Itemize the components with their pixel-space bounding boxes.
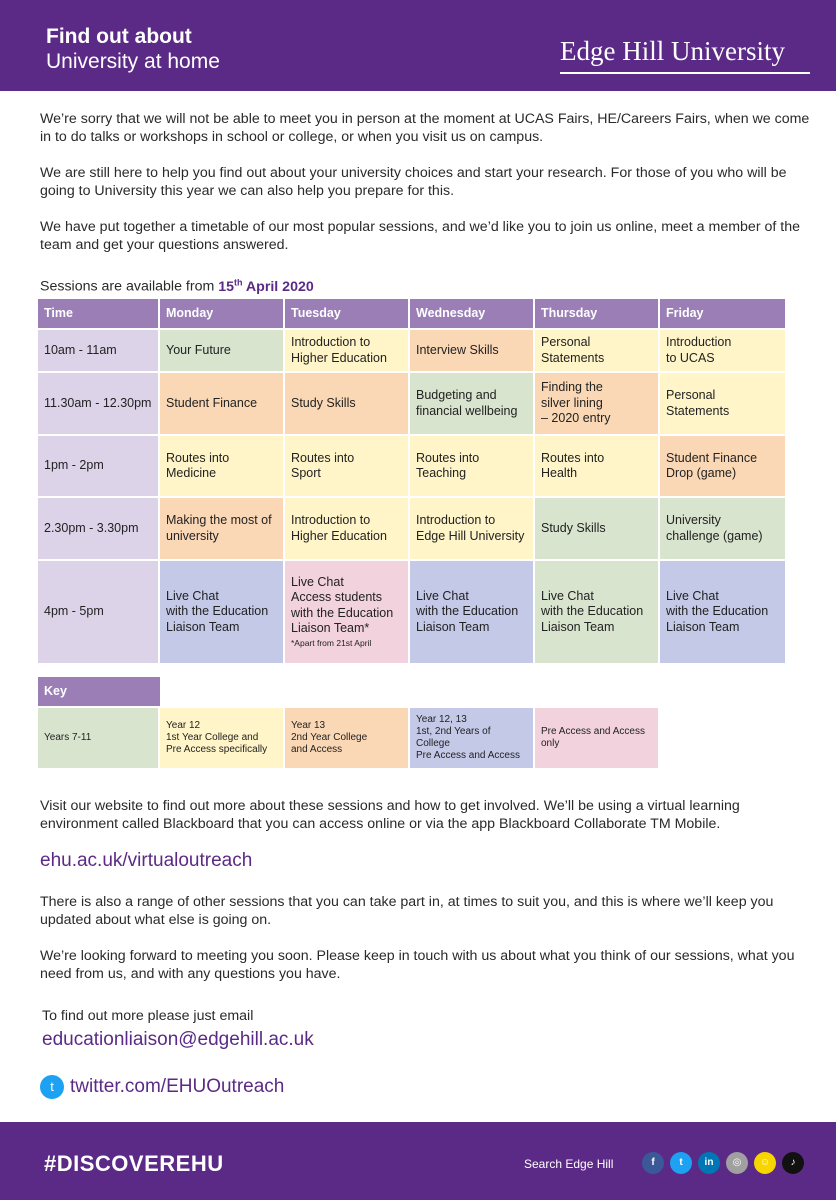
session-cell — [160, 436, 283, 496]
session-cell-text: Finding the silver lining – 2020 entry — [541, 380, 611, 426]
sessions-prefix: Sessions are available from — [40, 278, 219, 295]
session-note: *Apart from 21st April — [291, 637, 372, 648]
key-item-text: Year 13 2nd Year College and Access — [291, 720, 368, 755]
session-cell — [535, 561, 658, 663]
university-logo: Edge Hill University — [560, 36, 785, 66]
header-tuesday-text: Tuesday — [291, 305, 341, 320]
session-cell-text: Student Finance — [166, 395, 258, 410]
session-cell-text: Routes into Teaching — [416, 450, 480, 480]
email-prompt: To find out more please just email — [42, 1008, 254, 1024]
twitter-bird-icon: t — [40, 1075, 64, 1099]
email-link[interactable]: educationliaison@edgehill.ac.uk — [42, 1029, 314, 1050]
session-cell — [410, 498, 533, 559]
session-cell — [660, 330, 785, 371]
session-cell — [160, 330, 283, 371]
session-cell-text: Introduction to Higher Education — [291, 513, 387, 543]
header-time-text: Time — [44, 305, 73, 320]
outro-paragraph-3: We’re looking forward to meeting you soon. Please keep in touch with us about what you think of our sessions, what you need from us, and with any questions you have. — [40, 948, 795, 982]
session-cell-text: Introduction to UCAS — [666, 335, 732, 365]
session-cell — [160, 373, 283, 434]
session-cell-text: Introduction to Edge Hill University — [416, 513, 525, 543]
intro-paragraph-3: We have put together a timetable of our most popular sessions, and we’d like you to join us online, meet a member of the team and get your questions answered. — [40, 219, 800, 253]
session-cell-text: Study Skills — [541, 520, 606, 535]
outro-paragraph-1: Visit our website to find out more about these sessions and how to get involved. We’ll be using a virtual learning environment called Blackboard that you can access online or via the app Blackboard Collaborate TM Mobile. — [40, 798, 740, 832]
session-cell-text: Study Skills — [291, 395, 356, 410]
key-item-text: Pre Access and Access only — [541, 726, 645, 749]
time-slot — [38, 436, 158, 496]
key-title: Key — [38, 677, 160, 706]
header-title-line1: Find out about — [46, 25, 192, 48]
session-cell — [285, 561, 408, 663]
session-cell-text: Student Finance Drop (game) — [666, 450, 758, 480]
session-cell-text: Live Chat with the Education Liaison Team — [541, 588, 644, 634]
sessions-start-date — [40, 273, 810, 296]
facebook-icon[interactable]: f — [642, 1152, 664, 1174]
instagram-icon[interactable]: ◎ — [726, 1152, 748, 1174]
snapchat-icon[interactable]: ☺ — [754, 1152, 776, 1174]
session-cell — [285, 330, 408, 371]
session-cell — [285, 373, 408, 434]
session-cell-text: Personal Statements — [666, 388, 730, 418]
session-cell — [285, 436, 408, 496]
session-cell — [160, 561, 283, 663]
header-friday-text: Friday — [666, 305, 704, 320]
outro-paragraph-2: There is also a range of other sessions that you can take part in, at times to suit you, and this is where we’ll keep you updated about what else is going on. — [40, 894, 774, 928]
key-item — [410, 708, 533, 768]
time-slot — [38, 498, 158, 559]
session-cell — [535, 436, 658, 496]
footer-banner — [0, 1122, 836, 1200]
linkedin-icon[interactable]: in — [698, 1152, 720, 1174]
key-item — [38, 708, 158, 768]
website-link[interactable]: ehu.ac.uk/virtualoutreach — [40, 850, 253, 871]
session-cell-text: Routes into Medicine — [166, 450, 230, 480]
session-cell — [410, 373, 533, 434]
search-edge-hill-label: Search Edge Hill — [524, 1157, 614, 1171]
session-cell-text: Your Future — [166, 342, 231, 357]
session-cell-content — [291, 575, 393, 650]
time-slot — [38, 373, 158, 434]
header-monday — [160, 299, 283, 328]
session-cell — [660, 373, 785, 434]
session-cell — [660, 498, 785, 559]
key-item — [160, 708, 283, 768]
sessions-date: 15th April 2020 — [218, 277, 314, 295]
header-title-line2: University at home — [46, 50, 220, 73]
twitter-link[interactable]: twitter.com/EHUOutreach — [70, 1076, 285, 1097]
time-slot-text: 11.30am - 12.30pm — [44, 395, 152, 410]
header-banner — [0, 0, 836, 91]
session-cell — [160, 498, 283, 559]
time-slot — [38, 330, 158, 371]
session-cell — [410, 330, 533, 371]
session-cell-text: Interview Skills — [416, 342, 499, 357]
header-friday — [660, 299, 785, 328]
session-cell-text: Live Chat with the Education Liaison Team — [416, 588, 519, 634]
session-cell-text: Routes into Health — [541, 450, 605, 480]
session-cell-text: Live Chat with the Education Liaison Team — [666, 588, 769, 634]
session-cell-text: Budgeting and financial wellbeing — [416, 388, 518, 418]
time-slot-text: 4pm - 5pm — [44, 604, 104, 619]
time-slot-text: 2.30pm - 3.30pm — [44, 520, 139, 535]
session-cell — [410, 561, 533, 663]
session-cell-text: University challenge (game) — [666, 513, 763, 543]
session-cell — [535, 330, 658, 371]
session-cell — [285, 498, 408, 559]
logo-underline — [560, 72, 810, 74]
key-item-text: Year 12, 13 1st, 2nd Years of College Pre Access and Access — [416, 714, 520, 761]
session-cell — [535, 373, 658, 434]
key-item-text: Years 7-11 — [44, 732, 92, 743]
time-slot-text: 10am - 11am — [44, 342, 117, 357]
key-item-text: Year 12 1st Year College and Pre Access specifically — [166, 720, 268, 755]
header-time — [38, 299, 158, 328]
header-thursday-text: Thursday — [541, 305, 598, 320]
key-item — [535, 708, 658, 768]
session-cell — [660, 436, 785, 496]
intro-paragraph-1: We’re sorry that we will not be able to meet you in person at the moment at UCAS Fairs, HE/Careers Fairs, when we come in to do talks or workshops in school or college, or when you visit us on campus. — [40, 111, 810, 145]
key-item — [285, 708, 408, 768]
time-slot-text: 1pm - 2pm — [44, 458, 104, 473]
header-wednesday-text: Wednesday — [416, 305, 486, 320]
session-cell — [410, 436, 533, 496]
session-cell-text: Personal Statements — [541, 335, 605, 365]
header-monday-text: Monday — [166, 305, 214, 320]
header-wednesday — [410, 299, 533, 328]
twitter-icon[interactable]: t — [670, 1152, 692, 1174]
session-cell-text: Introduction to Higher Education — [291, 335, 387, 365]
hashtag: #DISCOVEREHU — [44, 1151, 224, 1176]
tiktok-icon[interactable]: ♪ — [782, 1152, 804, 1174]
session-cell-text: Live Chat with the Education Liaison Team — [166, 588, 269, 634]
header-tuesday — [285, 299, 408, 328]
session-cell — [660, 561, 785, 663]
session-cell-text: Routes into Sport — [291, 450, 355, 480]
session-cell — [535, 498, 658, 559]
session-cell-text: Live Chat Access students with the Education Liaison Team* — [291, 574, 394, 635]
intro-paragraph-2: We are still here to help you find out about your university choices and start your research. For those of you who will be going to University this year we can also help you prepare for this. — [40, 165, 787, 199]
session-cell-text: Making the most of university — [166, 513, 272, 543]
time-slot — [38, 561, 158, 663]
header-thursday — [535, 299, 658, 328]
